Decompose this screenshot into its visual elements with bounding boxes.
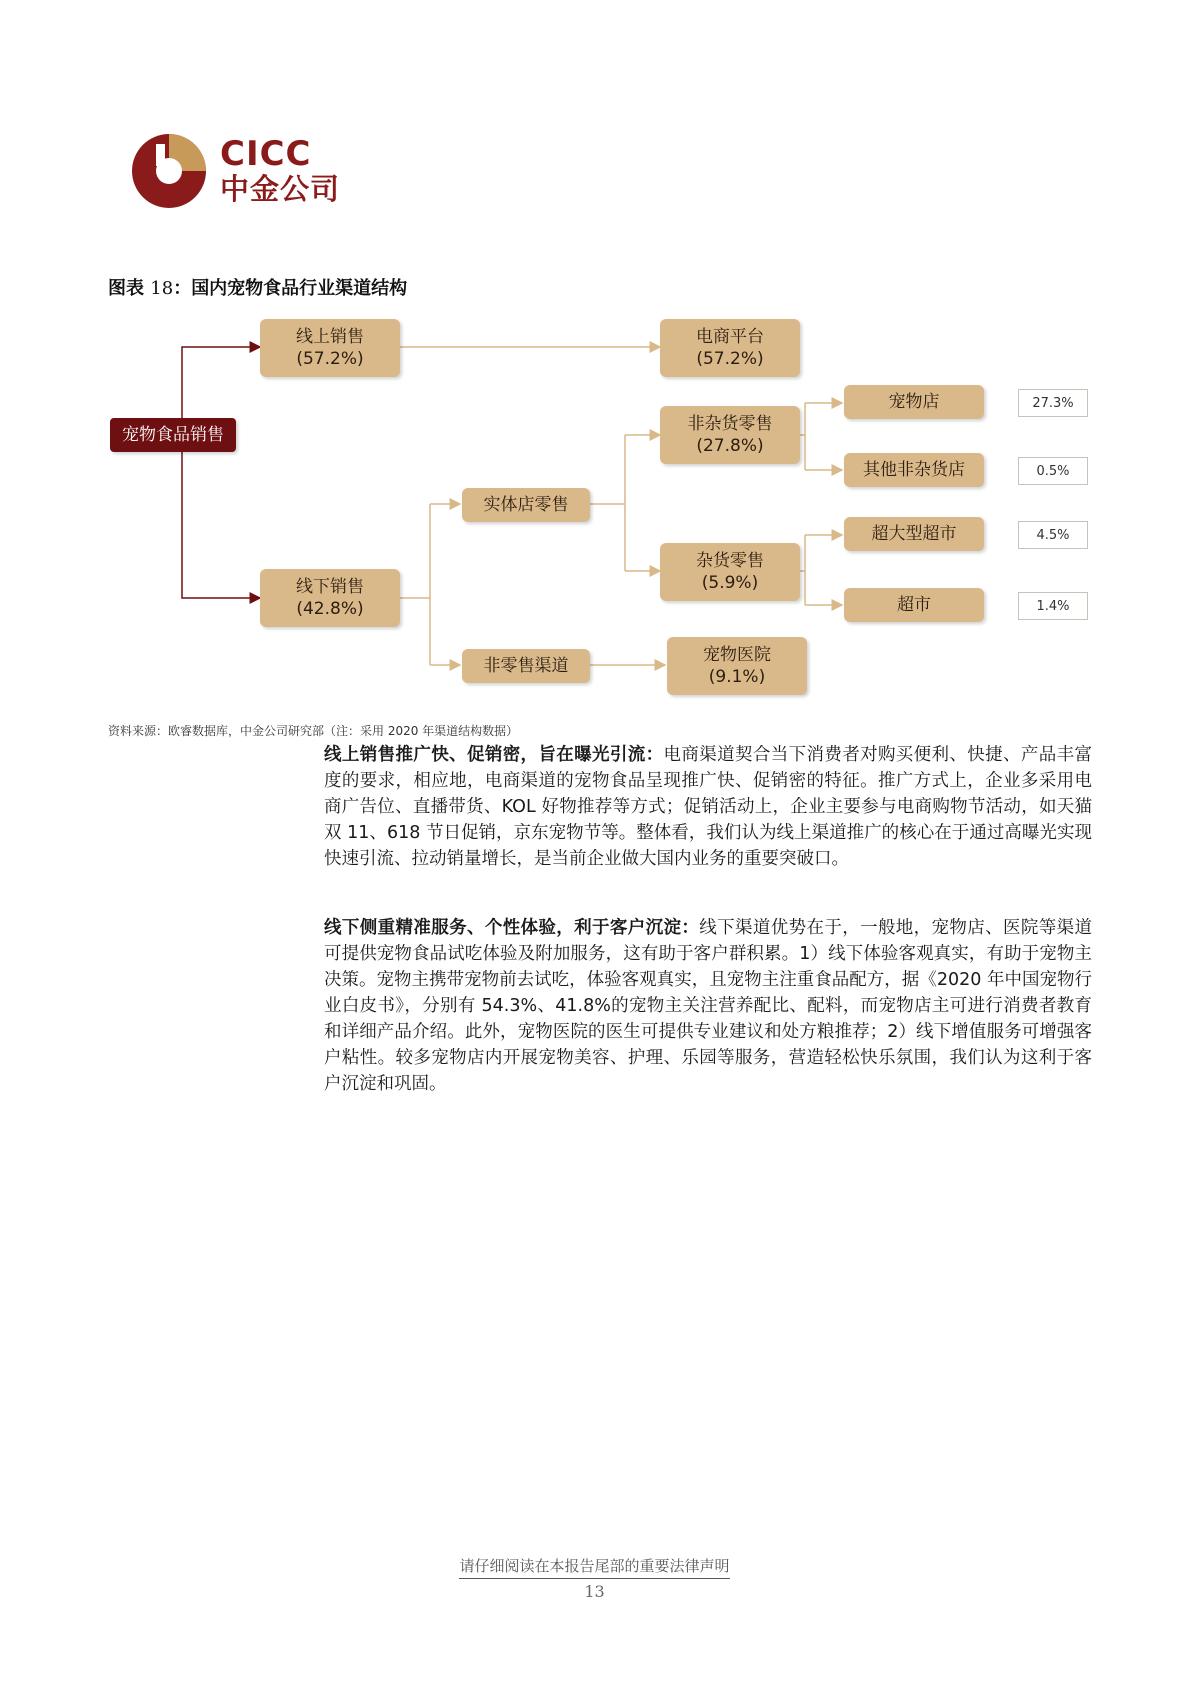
cicc-logo	[130, 132, 345, 212]
root-connector	[182, 347, 260, 598]
node-ecommerce-pct: (57.2%)	[696, 349, 764, 369]
node-grocery-retail	[660, 543, 800, 601]
figure-number: 18	[150, 278, 174, 299]
node-offline-sales	[260, 569, 400, 627]
value-other-non-grocery: 0.5%	[1018, 457, 1088, 485]
node-non-retail	[462, 649, 590, 683]
value-hypermarket: 4.5%	[1018, 521, 1088, 549]
value-pet-store: 27.3%	[1018, 389, 1088, 417]
paragraph-online-lead: 线上销售推广快、促销密，旨在曝光引流：	[324, 745, 664, 765]
paragraph-offline	[324, 915, 1092, 1097]
node-online-sales-pct: (57.2%)	[296, 349, 364, 369]
node-non-grocery-label: 非杂货零售	[687, 414, 773, 434]
node-pet-food-sales	[110, 418, 236, 452]
paragraph-offline-text: 线下渠道优势在于，一般地，宠物店、医院等渠道可提供宠物食品试吃体验及附加服务，这有助于客户群积累。1）线下体验客观真实，有助于宠物主决策。宠物主携带宠物前去试吃，体验客观真实，且宠物主注重食品配方，据《2020 年中国宠物行业白皮书》，分别有 54.3%、41.8%的宠物主关注营养配比、配料，而宠物店主可进行消费者教育和详细产品介绍。此外，宠物医院的医生可提供专业建议和处方粮推荐；2）线下增值服务可增强客户粘性。较多宠物店内开展宠物美容、护理、乐园等服务，营造轻松快乐氛围，我们认为这利于客户沉淀和巩固。	[324, 918, 1092, 1094]
node-physical-retail	[462, 488, 590, 522]
legal-notice-link[interactable]: 请仔细阅读在本报告尾部的重要法律声明	[459, 1555, 729, 1579]
node-non-grocery-retail	[660, 406, 800, 464]
figure-separator: ：	[173, 278, 192, 299]
figure-title-text: 国内宠物食品行业渠道结构	[191, 278, 408, 299]
figure-label: 图表	[108, 278, 144, 299]
node-other-non-grocery-label: 其他非杂货店	[863, 460, 965, 480]
logo-text-en: CICC	[220, 134, 312, 174]
node-ecommerce-label: 电商平台	[696, 327, 764, 347]
node-offline-sales-pct: (42.8%)	[296, 599, 364, 619]
value-supermarket: 1.4%	[1018, 592, 1088, 620]
paragraph-online-text: 电商渠道契合当下消费者对购买便利、快捷、产品丰富度的要求，相应地，电商渠道的宠物食品呈现推广快、促销密的特征。推广方式上，企业多采用电商广告位、直播带货、KOL 好物推荐等方式；促销活动上，企业主要参与电商购物节活动，如天猫双 11、618 节日促销，京东宠物节等。整体看，我们认为线上渠道推广的核心在于通过高曝光实现快速引流、拉动销量增长，是当前企业做大国内业务的重要突破口。	[324, 745, 1093, 869]
node-pet-hospital-pct: (9.1%)	[708, 667, 766, 687]
node-pet-store	[844, 385, 984, 419]
node-supermarket	[844, 588, 984, 622]
node-grocery-label: 杂货零售	[696, 551, 764, 571]
node-online-sales-label: 线上销售	[296, 327, 364, 347]
channel-structure-diagram	[100, 305, 1100, 725]
node-pet-food-sales-label: 宠物食品销售	[122, 425, 224, 445]
paragraph-offline-lead: 线下侧重精准服务、个性体验，利于客户沉淀：	[324, 918, 700, 938]
diagram-connectors	[100, 305, 1100, 725]
node-online-sales	[260, 319, 400, 377]
node-pet-store-label: 宠物店	[888, 392, 940, 412]
node-physical-retail-label: 实体店零售	[483, 495, 569, 515]
node-other-non-grocery	[844, 453, 984, 487]
node-grocery-pct: (5.9%)	[701, 573, 759, 593]
node-hypermarket-label: 超大型超市	[871, 524, 957, 544]
node-non-retail-label: 非零售渠道	[483, 656, 569, 676]
node-pet-hospital	[667, 637, 807, 695]
source-note: 资料来源：欧睿数据库，中金公司研究部（注：采用 2020 年渠道结构数据）	[108, 724, 519, 738]
node-hypermarket	[844, 517, 984, 551]
node-ecommerce	[660, 319, 800, 377]
paragraph-online	[324, 742, 1092, 872]
node-pet-hospital-label: 宠物医院	[703, 645, 771, 665]
page-number: 13	[584, 1582, 605, 1601]
cicc-logo-mark	[130, 132, 208, 210]
node-supermarket-label: 超市	[897, 595, 931, 615]
logo-text-cn: 中金公司	[220, 172, 341, 206]
node-offline-sales-label: 线下销售	[296, 577, 364, 597]
figure-title	[108, 274, 407, 300]
node-non-grocery-pct: (27.8%)	[696, 436, 764, 456]
footer	[0, 1555, 1189, 1579]
